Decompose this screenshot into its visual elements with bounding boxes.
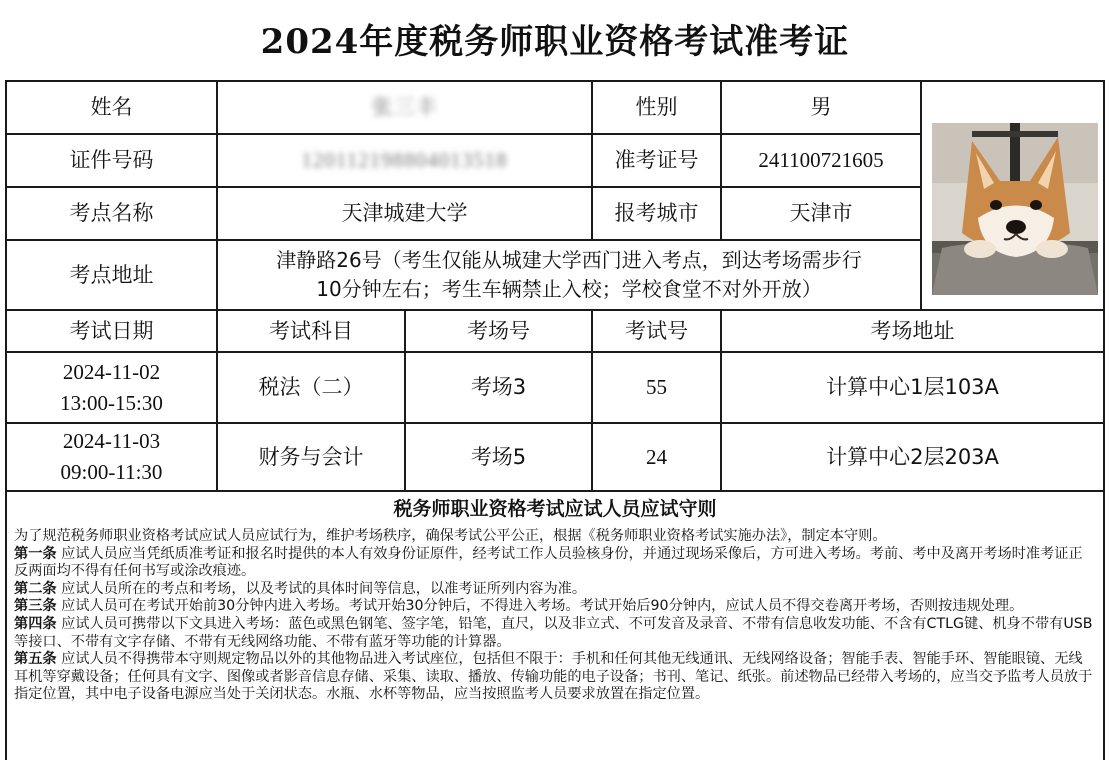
shiba-dog-photo [932, 123, 1098, 295]
rule-3-label: 第三条 [14, 598, 57, 615]
row-1-time: 13:00-15:30 [60, 390, 163, 415]
table-row-1-date [7, 353, 216, 422]
row-2-room: 考场5 [470, 444, 527, 469]
header-exam-date: 考试日期 [69, 318, 154, 343]
row-1-date: 2024-11-02 [62, 359, 161, 384]
table-row-2-date [7, 424, 216, 490]
ticket-label: 准考证号 [614, 148, 699, 173]
row-2-time: 09:00-11:30 [60, 460, 163, 484]
address-label: 考点地址 [69, 262, 154, 287]
row-2-location: 计算中心2层203A [826, 444, 999, 469]
row-2-date: 2024-11-03 [62, 429, 161, 453]
candidate-photo [932, 123, 1098, 295]
rule-5-label: 第五条 [14, 651, 57, 668]
header-exam-room: 考场号 [467, 318, 530, 343]
rule-article-2 [14, 581, 1096, 599]
address-value [218, 241, 920, 309]
name-label: 姓名 [90, 95, 133, 120]
rule-1-label: 第一条 [14, 545, 57, 562]
rule-2-text: 应试人员所在的考点和考场，以及考试的具体时间等信息，以准考证所列内容为准。 [61, 580, 587, 597]
document-title: 2024年度税务师职业资格考试准考证 [260, 22, 850, 62]
city-value: 天津市 [789, 201, 853, 226]
rule-article-1 [14, 546, 1096, 581]
row-1-subject: 税法（二） [258, 375, 364, 400]
name-text: 张三丰 [371, 95, 438, 120]
rules-intro: 为了规范税务师职业资格考试应试人员应试行为，维护考场秩序，确保考试公平公正，根据《税务师职业资格考试实施办法》，制定本守则。 [14, 528, 887, 544]
gender-label: 性别 [635, 95, 678, 120]
header-exam-subject: 考试科目 [269, 318, 353, 343]
row-1-location: 计算中心1层103A [826, 375, 999, 400]
row-1-room: 考场3 [470, 375, 527, 400]
address-line-1: 津静路26号（考生仅能从城建大学西门进入考点，到达考场需步行 [276, 248, 862, 272]
site-label: 考点名称 [69, 201, 154, 226]
row-2-seat: 24 [646, 444, 667, 469]
header-exam-number: 考试号 [625, 318, 688, 343]
city-label: 报考城市 [614, 201, 699, 226]
name-value [218, 82, 591, 133]
row-1-seat: 55 [646, 375, 667, 400]
id-value [218, 135, 591, 186]
rule-1-text: 应试人员应当凭纸质准考证和报名时提供的本人有效身份证原件，经考试工作人员验核身份，并通过现场采像后，方可进入考场。考前、考中及离开考场时准考证正反两面均不得有任何书写或涂改痕迹。 [14, 545, 1083, 580]
rule-5-text: 应试人员不得携带本守则规定物品以外的其他物品进入考试座位，包括但不限于：手机和任何其他无线通讯、无线网络设备；智能手表、智能手环、智能眼镜、无线耳机等穿戴设备；任何具有文字、图像或者影音信息存储、采集、读取、播放、传输功能的电子设备；书刊、笔记、纸张。前述物品已经带入考场的，应当交予监考人员放于指定位置，其中电子设备电源应当处于关闭状态。水瓶、水杯等物品，应当按照监考人员要求放置在指定位置。 [14, 651, 1093, 703]
site-value: 天津城建大学 [341, 201, 468, 226]
rule-3-text: 应试人员可在考试开始前30分钟内进入考场。考试开始30分钟后，不得进入考场。考试开始后90分钟内，应试人员不得交卷离开考场，否则按违规处理。 [61, 598, 1024, 615]
id-text: 120112198804013518 [301, 148, 508, 173]
exam-rules [14, 496, 1096, 704]
address-line-2: 10分钟左右；考生车辆禁止入校；学校食堂不对外开放） [316, 277, 822, 301]
rule-article-5 [14, 651, 1096, 704]
rule-article-4 [14, 616, 1096, 651]
rule-2-label: 第二条 [14, 580, 57, 597]
rule-article-3 [14, 598, 1096, 616]
rules-title: 税务师职业资格考试应试人员应试守则 [393, 498, 717, 520]
id-label: 证件号码 [69, 148, 154, 173]
rule-4-text: 应试人员可携带以下文具进入考场：蓝色或黑色钢笔、签字笔，铅笔，直尺，以及非立式、不可发音及录音、不带有信息收发功能、不含有CTLG键、机身不带有USB等接口、不带有文字存储、不带有无线网络功能、不带有蓝牙等功能的计算器。 [14, 615, 1093, 650]
row-2-subject: 财务与会计 [258, 444, 364, 469]
rule-4-label: 第四条 [14, 615, 57, 632]
header-exam-location: 考场地址 [870, 318, 955, 343]
gender-value: 男 [810, 95, 832, 120]
ticket-value: 241100721605 [758, 148, 884, 173]
